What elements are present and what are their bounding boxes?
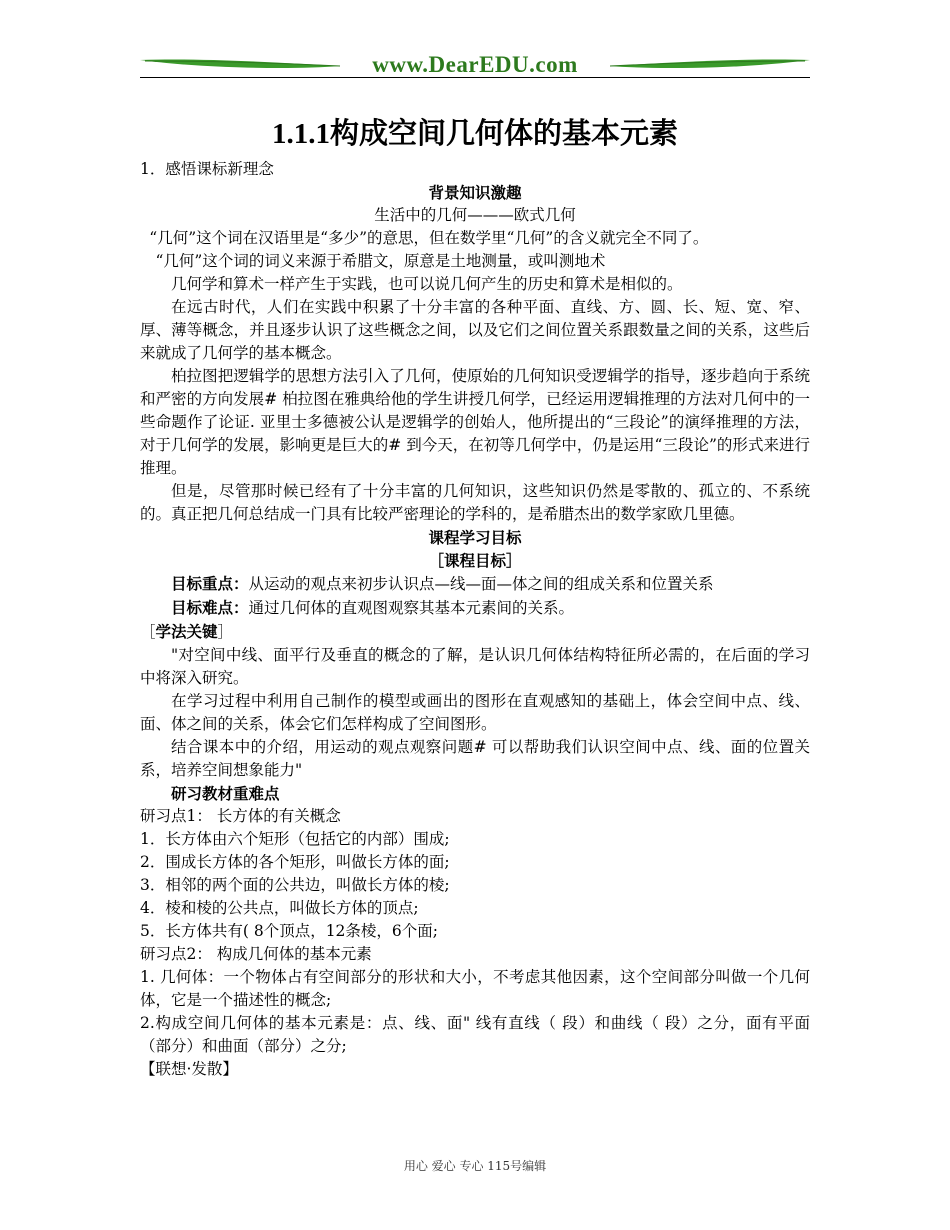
goal-key-point [140,572,810,596]
study-point-2-title: 研习点2： 构成几何体的基本元素 [140,945,372,963]
goal-key-label: 目标重点： [171,574,249,593]
bracket-open: ［ [140,623,156,641]
bracket-close: ］ [217,623,234,641]
background-subheading: 生活中的几何———欧式几何 [374,206,576,224]
study-point-1-title: 研习点1： 长方体的有关概念 [140,807,341,825]
list-item: 1．长方体由六个矩形（包括它的内部）围成; [140,830,450,848]
goals-heading: 课程学习目标 [428,528,522,547]
page-footer: 用心 爱心 专心 115号编辑 [403,1159,547,1173]
paragraph: “几何”这个词的词义来源于希腊文，原意是土地测量，或叫测地术 [155,252,606,270]
list-item: 4．棱和棱的公共点，叫做长方体的顶点; [140,899,419,917]
goal-difficult-point [140,596,810,620]
goal-diff-label: 目标难点： [171,598,249,617]
paragraph: 在远古时代，人们在实践中积累了十分丰富的各种平面、直线、方、圆、长、短、宽、窄、厚、薄等概念，并且逐步认识了这些概念之间，以及它们之间位置关系跟数量之间的关系，这些后来就成了几何学的基本概念。 [140,298,810,362]
document-body [140,112,810,1081]
section-heading: 1．感悟课标新理念 [140,160,274,178]
list-item: 1. 几何体：一个物体占有空间部分的形状和大小，不考虑其他因素，这个空间部分叫做一个几何体，它是一个描述性的概念; [140,968,810,1009]
header-rule [140,77,810,78]
method-label: 学法关键 [155,622,218,641]
goal-diff-text: 通过几何体的直观图观察其基本元素间的关系。 [248,599,575,617]
background-heading: 背景知识激趣 [428,183,522,202]
list-item: 3．相邻的两个面的公共边，叫做长方体的棱; [140,876,450,894]
document-title: 1.1.1构成空间几何体的基本元素 [271,118,678,150]
goal-key-text: 从运动的观点来初步认识点—线—面—体之间的组成关系和位置关系 [248,575,714,593]
site-logo-text: www.DearEDU.com [372,52,578,77]
list-item: 5．长方体共有( 8个顶点，12条棱，6个面; [140,922,439,940]
method-paragraph: 结合课本中的介绍，用运动的观点观察问题# 可以帮助我们认识空间中点、线、面的位置关系，培养空间想象能力" [140,738,810,779]
method-paragraph: "对空间中线、面平行及垂直的概念的了解，是认识几何体结构特征所必需的，在后面的学习中将深入研究。 [140,646,810,687]
paragraph: 但是，尽管那时候已经有了十分丰富的几何知识，这些知识仍然是零散的、孤立的、不系统的。真正把几何总结成一门具有比较严密理论的学科的，是希腊杰出的数学家欧几里德。 [140,482,810,523]
paragraph: “几何”这个词在汉语里是“多少”的意思，但在数学里“几何”的含义就完全不同了。 [149,229,709,247]
paragraph: 几何学和算术一样产生于实践，也可以说几何产生的历史和算术是相似的。 [171,275,683,293]
goals-subheading: ［课程目标］ [428,551,522,570]
list-item: 2．围成长方体的各个矩形，叫做长方体的面; [140,853,450,871]
list-item: 2.构成空间几何体的基本元素是：点、线、面" 线有直线（ 段）和曲线（ 段）之分，面有平面（部分）和曲面（部分）之分; [140,1014,810,1055]
method-heading [140,620,810,644]
method-paragraph: 在学习过程中利用自己制作的模型或画出的图形在直观感知的基础上，体会空间中点、线、面、体之间的关系，体会它们怎样构成了空间图形。 [140,692,810,733]
page-header [140,48,810,82]
association-heading: 【联想·发散】 [140,1060,238,1078]
paragraph: 柏拉图把逻辑学的思想方法引入了几何，使原始的几何知识受逻辑学的指导，逐步趋向于系统和严密的方向发展# 柏拉图在雅典给他的学生讲授几何学，已经运用逻辑推理的方法对几何中的一些命题作了论证. 亚里士多德被公认是逻辑学的创始人，他所提出的“三段论”的演绎推理的方法，对于几何学的发展，影响更是巨大的# 到今天，在初等几何学中，仍是运用“三段论”的形式来进行推理。 [140,367,810,477]
study-heading: 研习教材重难点 [171,784,280,803]
